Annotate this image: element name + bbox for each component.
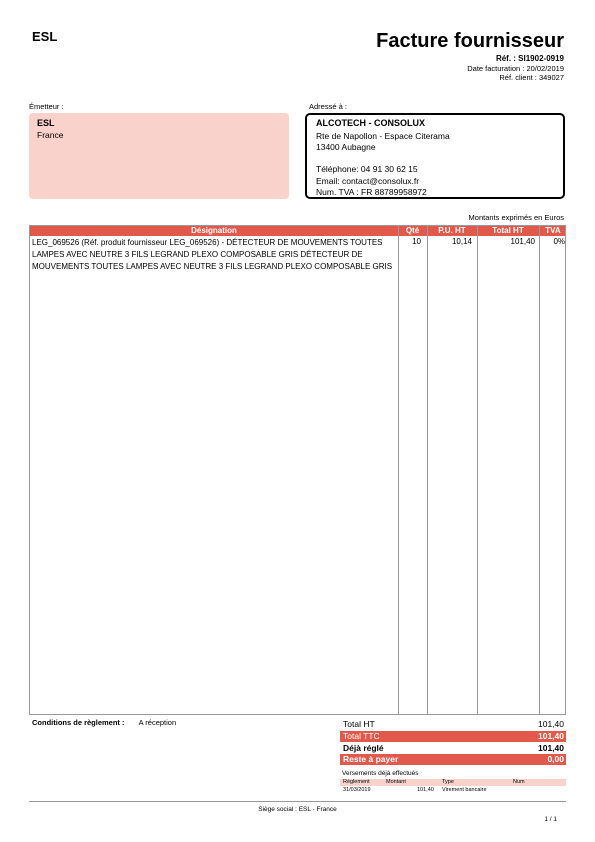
deja-regle-value: 101,40 [538,743,564,753]
deja-regle-label: Déjà réglé [343,743,384,753]
pay-amount: 101,40 [417,787,434,793]
sender-country: France [37,130,64,140]
line-qty: 10 [412,237,421,246]
line-designation: LEG_069526 (Réf. produit fournisseur LEG_069526) - DÉTECTEUR DE MOUVEMENTS TOUTES LAMPES AVEC NEUTRE 3 FILS LEGRAND PLEXO COMPOSABLE GRIS DÉTECTEUR DE MOUVEMENTS TOUTES LAMPES AVEC NEUTRE 3 FILS LEGRAND PLEXO COMPOSABLE GRIS [32,238,393,271]
document-title: Facture fournisseur [376,30,564,52]
invoice-lines-table [29,225,566,715]
col-designation: Désignation [191,226,237,235]
pay-date: 31/03/2019 [343,787,371,793]
recipient-vat: Num. TVA : FR 88789958972 [316,187,427,197]
payments-title: Versements déjà effectués [342,770,419,777]
payments-header [340,779,566,786]
payment-conditions [32,718,176,727]
pay-col-amount: Montant [386,779,406,785]
total-ht-value: 101,40 [538,719,564,729]
total-ttc-value: 101,40 [538,731,564,741]
invoice-ref: Réf. : SI1902-0919 [495,54,564,63]
conditions-label: Conditions de règlement : [32,718,125,727]
client-ref: Réf. client : 349027 [499,73,564,82]
footer-divider [29,801,566,802]
registered-office: Siège social : ESL - France [258,806,337,813]
sender-box [29,113,289,199]
conditions-value: A réception [138,718,177,727]
line-tva: 0% [553,237,565,246]
col-total-ht: Total HT [492,226,524,235]
reste-value: 0,00 [547,754,564,764]
divider [539,226,540,714]
total-ttc-label: Total TTC [343,731,380,741]
pay-col-date: Règlement [343,779,370,785]
reference-block [467,54,564,83]
total-ht-label: Total HT [343,719,375,729]
col-tva: TVA [545,226,561,235]
recipient-address-1: Rte de Napollon - Espace Citerama [316,131,450,141]
total-ht-row [340,719,566,730]
recipient-box [305,113,565,199]
reste-row [340,754,566,765]
invoice-date: Date facturation : 20/02/2019 [467,63,564,73]
sender-label: Émetteur : [29,102,64,111]
recipient-email: Email: contact@consolux.fr [316,176,420,186]
col-qty: Qté [405,226,420,235]
recipient-label: Adressé à : [309,102,347,111]
recipient-name: ALCOTECH - CONSOLUX [316,118,425,128]
pay-col-num: Num [513,779,525,785]
line-pu-ht: 10,14 [451,237,472,246]
line-total-ht: 101,40 [510,237,535,246]
page-number: 1 / 1 [544,816,557,823]
payment-row [340,787,566,794]
table-header [30,226,565,236]
col-pu-ht: P.U. HT [438,226,466,235]
pay-col-type: Type [442,779,454,785]
company-name: ESL [32,29,58,44]
recipient-address-2: 13400 Aubagne [316,142,376,152]
reste-label: Reste à payer [343,754,399,764]
divider [398,226,399,714]
deja-regle-row [340,743,566,754]
divider [477,226,478,714]
divider [427,226,428,714]
pay-type: Virement bancaire [442,787,487,793]
total-ttc-row [340,731,566,742]
recipient-phone: Téléphone: 04 91 30 62 15 [316,164,418,174]
currency-note: Montants exprimés en Euros [468,213,564,222]
sender-name: ESL [37,118,55,128]
